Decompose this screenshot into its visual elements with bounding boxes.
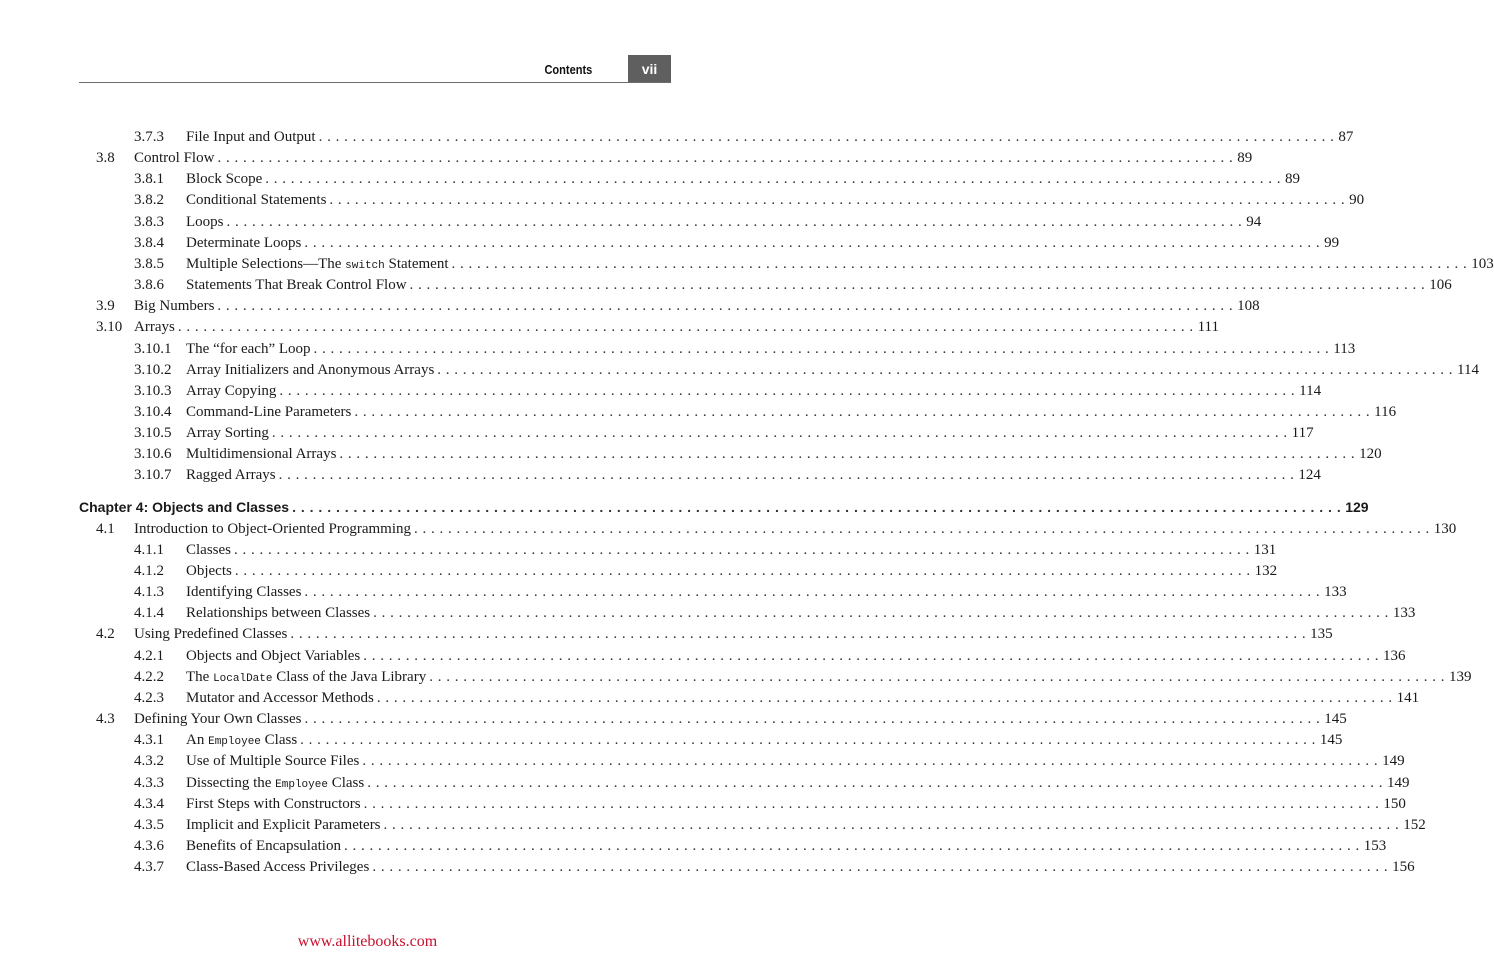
- toc-entry-number: 3.8.2: [134, 192, 164, 209]
- toc-entry-title: Objects and Object Variables: [186, 646, 363, 667]
- toc-page-number: 141: [1393, 688, 1420, 709]
- toc-entry[interactable]: [79, 603, 1416, 624]
- toc-leader-dots: . . . . . . . . . . . . . . . . . . . . . . . . . . . . . . . . . . . . . . . . . . . . . . . . . . . . . . . . . . . . . . . . . . . . . . . . . . . . . . . . . . . . . . . . . . . . . . . . . . . . . . . . . . . . . . . . . . . . . . . .: [318, 129, 1335, 145]
- toc-leader-dots: . . . . . . . . . . . . . . . . . . . . . . . . . . . . . . . . . . . . . . . . . . . . . . . . . . . . . . . . . . . . . . . . . . . . . . . . . . . . . . . . . . . . . . . . . . . . . . . . . . . . . . . . . . . . . . . . . . . . . . . .: [354, 403, 1371, 420]
- toc-page-number: 120: [1355, 444, 1382, 465]
- toc-leader-dots: . . . . . . . . . . . . . . . . . . . . . . . . . . . . . . . . . . . . . . . . . . . . . . . . . . . . . . . . . . . . . . . . . . . . . . . . . . . . . . . . . . . . . . . . . . . . . . . . . . . . . . . . . . . . . . . . . . . . . . . .: [226, 213, 1243, 230]
- toc-entry[interactable]: [79, 444, 1382, 465]
- toc-entry-title: Statements That Break Control Flow: [186, 275, 410, 296]
- toc-entry[interactable]: [79, 190, 1365, 211]
- toc-entry[interactable]: [79, 646, 1406, 667]
- toc-entry-title: Multidimensional Arrays: [186, 444, 339, 465]
- toc-page-number: 129: [1341, 497, 1368, 518]
- toc-leader-dots: . . . . . . . . . . . . . . . . . . . . . . . . . . . . . . . . . . . . . . . . . . . . . . . . . . . . . . . . . . . . . . . . . . . . . . . . . . . . . . . . . . . . . . . . . . . . . . . . . . . . . . . . . . . . . . . . . . . . . . . .: [363, 795, 1380, 812]
- toc-entry-number: 4.1.3: [134, 584, 164, 601]
- toc-entry[interactable]: [79, 836, 1387, 857]
- toc-leader-dots: . . . . . . . . . . . . . . . . . . . . . . . . . . . . . . . . . . . . . . . . . . . . . . . . . . . . . . . . . . . . . . . . . . . . . . . . . . . . . . . . . . . . . . . . . . . . . . . . . . . . . . . . . . . . . . . . . . . . . . . .: [362, 753, 1379, 770]
- toc-page-number: 90: [1345, 190, 1364, 211]
- toc-entry[interactable]: [79, 423, 1314, 444]
- toc-leader-dots: . . . . . . . . . . . . . . . . . . . . . . . . . . . . . . . . . . . . . . . . . . . . . . . . . . . . . . . . . . . . . . . . . . . . . . . . . . . . . . . . . . . . . . . . . . . . . . . . . . . . . . . . . . . . . . . . . . . . . . . .: [429, 668, 1445, 685]
- toc-entry-number: 4.3.2: [134, 753, 164, 770]
- toc-entry-title: Ragged Arrays: [186, 465, 279, 486]
- toc-entry-title: Chapter 4: Objects and Classes: [79, 497, 292, 518]
- toc-entry[interactable]: [79, 169, 1300, 190]
- toc-page-number: 133: [1389, 603, 1416, 624]
- toc-leader-dots: . . . . . . . . . . . . . . . . . . . . . . . . . . . . . . . . . . . . . . . . . . . . . . . . . . . . . . . . . . . . . . . . . . . . . . . . . . . . . . . . . . . . . . . . . . . . . . . . . . . . . . . . . . . . . . . . . . . . . . . .: [217, 298, 1234, 315]
- toc-page-number: 145: [1320, 709, 1347, 730]
- toc-entry-number: 4.1.4: [134, 605, 164, 622]
- toc-entry-title: Control Flow: [134, 148, 217, 169]
- toc-page-number: 130: [1430, 519, 1457, 540]
- toc-entry[interactable]: [79, 296, 1260, 317]
- toc-entry-number: 4.3.5: [134, 816, 164, 833]
- toc-leader-dots: . . . . . . . . . . . . . . . . . . . . . . . . . . . . . . . . . . . . . . . . . . . . . . . . . . . . . . . . . . . . . . . . . . . . . . . . . . . . . . . . . . . . . . . . . . . . . . . . . . . . . . . . . . . . . . . . . . . . . . . .: [451, 255, 1468, 272]
- toc-page-number: 150: [1379, 794, 1406, 815]
- header-rule: [79, 82, 671, 83]
- toc-entry-title: Relationships between Classes: [186, 603, 373, 624]
- toc-entry-title: Block Scope: [186, 169, 265, 190]
- toc-page-number: 114: [1295, 381, 1321, 402]
- toc-page-number: 108: [1233, 296, 1260, 317]
- toc-leader-dots: . . . . . . . . . . . . . . . . . . . . . . . . . . . . . . . . . . . . . . . . . . . . . . . . . . . . . . . . . . . . . . . . . . . . . . . . . . . . . . . . . . . . . . . . . . . . . . . . . . . . . . . . . . . . . . . . . . . . . . . .: [234, 541, 1250, 558]
- toc-entry[interactable]: [79, 709, 1347, 730]
- toc-entry-number: 3.8: [96, 150, 115, 167]
- toc-entry[interactable]: [79, 127, 1354, 148]
- toc-entry-title: Conditional Statements: [186, 190, 329, 211]
- toc-entry-title: Introduction to Object-Oriented Programming: [134, 519, 414, 540]
- toc-entry-number: 4.1.2: [134, 563, 164, 579]
- toc-entry-title: Array Copying: [186, 381, 279, 402]
- toc-page-number: 116: [1370, 402, 1396, 423]
- toc-page-number: 152: [1399, 815, 1426, 836]
- toc-entry-title: Determinate Loops: [186, 233, 304, 254]
- toc-entry-title: Multiple Selections—The switch Statement: [186, 254, 452, 277]
- toc-entry-number: 4.2.3: [134, 689, 164, 706]
- toc-page-number: 149: [1378, 751, 1405, 772]
- toc-leader-dots: . . . . . . . . . . . . . . . . . . . . . . . . . . . . . . . . . . . . . . . . . . . . . . . . . . . . . . . . . . . . . . . . . . . . . . . . . . . . . . . . . . . . . . . . . . . . . . . . . . . . . . . . . . . . . . . . . . . . . . . .: [373, 605, 1389, 622]
- toc-page-number: 111: [1194, 317, 1219, 338]
- toc-entry-number: 4.1.1: [134, 541, 164, 558]
- toc-leader-dots: . . . . . . . . . . . . . . . . . . . . . . . . . . . . . . . . . . . . . . . . . . . . . . . . . . . . . . . . . . . . . . . . . . . . . . . . . . . . . . . . . . . . . . . . . . . . . . . . . . . . . . . . . . . . . . . . . . . . . . . .: [271, 425, 1288, 442]
- toc-page-number: 99: [1320, 233, 1339, 254]
- toc-entry-title: Array Initializers and Anonymous Arrays: [186, 360, 437, 381]
- toc-entry-number: 4.2.1: [134, 647, 164, 664]
- toc-entry[interactable]: [79, 381, 1322, 402]
- toc-entry-title: File Input and Output: [186, 127, 319, 148]
- toc-page-number: 133: [1320, 582, 1347, 603]
- toc-entry-number: 4.3.3: [134, 774, 164, 791]
- toc-leader-dots: . . . . . . . . . . . . . . . . . . . . . . . . . . . . . . . . . . . . . . . . . . . . . . . . . . . . . . . . . . . . . . . . . . . . . . . . . . . . . . . . . . . . . . . . . . . . . . . . . . . . . . . . . . . . . . . . . . . . . . . .: [383, 816, 1400, 833]
- toc-entry[interactable]: [79, 465, 1321, 486]
- toc-entry-number: 4.3.7: [134, 859, 164, 876]
- toc-entry-number: 3.8.1: [134, 171, 164, 188]
- toc-entry[interactable]: [79, 751, 1405, 772]
- toc-entry[interactable]: [79, 773, 1410, 794]
- toc-entry[interactable]: [79, 688, 1420, 709]
- toc-leader-dots: . . . . . . . . . . . . . . . . . . . . . . . . . . . . . . . . . . . . . . . . . . . . . . . . . . . . . . . . . . . . . . . . . . . . . . . . . . . . . . . . . . . . . . . . . . . . . . . . . . . . . . . . . . . . . . . . . . . . . . . .: [363, 647, 1380, 664]
- toc-entry-title: Class-Based Access Privileges: [186, 857, 372, 878]
- toc-entry[interactable]: [79, 624, 1333, 645]
- toc-page-number: 103: [1467, 254, 1494, 275]
- toc-leader-dots: . . . . . . . . . . . . . . . . . . . . . . . . . . . . . . . . . . . . . . . . . . . . . . . . . . . . . . . . . . . . . . . . . . . . . . . . . . . . . . . . . . . . . . . . . . . . . . . . . . . . . . . . . . . . . . . . . . . . . . . .: [329, 192, 1346, 209]
- toc-entry-number: 4.2.2: [134, 668, 164, 685]
- toc-leader-dots: . . . . . . . . . . . . . . . . . . . . . . . . . . . . . . . . . . . . . . . . . . . . . . . . . . . . . . . . . . . . . . . . . . . . . . . . . . . . . . . . . . . . . . . . . . . . . . . . . . . . . . . . . . . . . . . . . . . . . . . .: [304, 584, 1321, 601]
- toc-page-number: 156: [1388, 857, 1415, 878]
- toc-page-number: 132: [1251, 561, 1278, 582]
- toc-page-number: 87: [1334, 127, 1353, 148]
- toc-leader-dots: . . . . . . . . . . . . . . . . . . . . . . . . . . . . . . . . . . . . . . . . . . . . . . . . . . . . . . . . . . . . . . . . . . . . . . . . . . . . . . . . . . . . . . . . . . . . . . . . . . . . . . . . . . . . . . . . . . . . . . . .: [290, 626, 1307, 643]
- toc-entry-title: The “for each” Loop: [186, 339, 314, 360]
- toc-entry[interactable]: [79, 857, 1415, 878]
- toc-leader-dots: . . . . . . . . . . . . . . . . . . . . . . . . . . . . . . . . . . . . . . . . . . . . . . . . . . . . . . . . . . . . . . . . . . . . . . . . . . . . . . . . . . . . . . . . . . . . . . . . . . . . . . . . . . . . . . . . . . . . . . . .: [313, 340, 1330, 357]
- toc-entry-number: 3.10.3: [134, 382, 172, 399]
- toc-entry-number: 3.10.1: [134, 340, 172, 357]
- toc-page-number: 94: [1242, 212, 1261, 233]
- toc-leader-dots: . . . . . . . . . . . . . . . . . . . . . . . . . . . . . . . . . . . . . . . . . . . . . . . . . . . . . . . . . . . . . . . . . . . . . . . . . . . . . . . . . . . . . . . . . . . . . . . . . . . . . . . . . . . . . . . . . . . . . . . .: [339, 446, 1356, 463]
- toc-entry[interactable]: [79, 540, 1277, 561]
- toc-leader-dots: . . . . . . . . . . . . . . . . . . . . . . . . . . . . . . . . . . . . . . . . . . . . . . . . . . . . . . . . . . . . . . . . . . . . . . . . . . . . . . . . . . . . . . . . . . . . . . . . . . . . . . . . . . . . . . . . . . . . . . . .: [367, 774, 1383, 791]
- toc-entry-number: 3.10.2: [134, 361, 172, 378]
- toc-leader-dots: . . . . . . . . . . . . . . . . . . . . . . . . . . . . . . . . . . . . . . . . . . . . . . . . . . . . . . . . . . . . . . . . . . . . . . . . . . . . . . . . . . . . . . . . . . . . . . . . . . . . . . . . . . . . . . . . . . . . . . . .: [234, 563, 1251, 579]
- toc-entry-title: Benefits of Encapsulation: [186, 836, 344, 857]
- toc-chapter-entry[interactable]: [79, 497, 1369, 518]
- toc-entry-title: Loops: [186, 212, 227, 233]
- toc-entry[interactable]: [79, 815, 1426, 836]
- toc-entry-number: 3.7.3: [134, 129, 164, 145]
- toc-page-number: 139: [1445, 667, 1472, 688]
- toc-entry-number: 4.1: [96, 520, 115, 537]
- toc-entry-title: The LocalDate Class of the Java Library: [186, 667, 429, 690]
- toc-page-number: 113: [1329, 339, 1355, 360]
- toc-entry[interactable]: [79, 582, 1347, 603]
- toc-entry-number: 3.8.6: [134, 277, 164, 294]
- toc-entry-title: Using Predefined Classes: [134, 624, 290, 645]
- toc-entry-number: 3.8.4: [134, 234, 164, 251]
- toc-page-number: 89: [1281, 169, 1300, 190]
- toc-entry-number: 3.10.4: [134, 403, 172, 420]
- toc-entry-title: Mutator and Accessor Methods: [186, 688, 377, 709]
- header-title: Contents: [544, 62, 592, 77]
- toc-entry-number: 3.9: [96, 298, 115, 315]
- running-header: [79, 55, 671, 83]
- toc-entry-number: 3.10.6: [134, 446, 172, 463]
- toc-page-number: 114: [1453, 360, 1479, 381]
- toc-page-number: 149: [1383, 773, 1410, 794]
- toc-entry-number: 4.2: [96, 626, 115, 643]
- toc-entry[interactable]: [79, 794, 1406, 815]
- toc-entry-title: An Employee Class: [186, 730, 300, 753]
- toc-page-number: 136: [1379, 646, 1406, 667]
- toc-entry-number: 4.3: [96, 711, 115, 728]
- toc-entry-number: 3.8.3: [134, 213, 164, 230]
- toc-leader-dots: . . . . . . . . . . . . . . . . . . . . . . . . . . . . . . . . . . . . . . . . . . . . . . . . . . . . . . . . . . . . . . . . . . . . . . . . . . . . . . . . . . . . . . . . . . . . . . . . . . . . . . . . . . . . . . . . . . . . . . . .: [372, 859, 1389, 876]
- footer-url[interactable]: www.allitebooks.com: [297, 933, 438, 950]
- toc-entry-title: Arrays: [134, 317, 178, 338]
- toc-entry-title: Big Numbers: [134, 296, 217, 317]
- toc-entry[interactable]: [79, 667, 1472, 688]
- toc-leader-dots: . . . . . . . . . . . . . . . . . . . . . . . . . . . . . . . . . . . . . . . . . . . . . . . . . . . . . . . . . . . . . . . . . . . . . . . . . . . . . . . . . . . . . . . . . . . . . . . . . . . . . . . . . . . . . . . . . . . . . . . .: [300, 732, 1316, 749]
- toc-leader-dots: . . . . . . . . . . . . . . . . . . . . . . . . . . . . . . . . . . . . . . . . . . . . . . . . . . . . . . . . . . . . . . . . . . . . . . . . . . . . . . . . . . . . . . . . . . . . . . . . . . . . . . . . . . . . . . . . . . . . . . . .: [278, 467, 1295, 484]
- toc-entry-title: Defining Your Own Classes: [134, 709, 305, 730]
- toc-page-number: 117: [1288, 423, 1314, 444]
- toc-page-number: 124: [1294, 465, 1321, 486]
- toc-entry[interactable]: [79, 519, 1457, 540]
- toc-entry-title: Implicit and Explicit Parameters: [186, 815, 384, 836]
- toc-page-number: 145: [1316, 730, 1343, 751]
- toc-entry[interactable]: [79, 254, 1494, 275]
- toc-leader-dots: . . . . . . . . . . . . . . . . . . . . . . . . . . . . . . . . . . . . . . . . . . . . . . . . . . . . . . . . . . . . . . . . . . . . . . . . . . . . . . . . . . . . . . . . . . . . . . . . . . . . . . . . . . . . . . . . . . . . . . . .: [279, 382, 1296, 399]
- toc-page-number: 153: [1360, 836, 1387, 857]
- toc-entry-title: Array Sorting: [186, 423, 272, 444]
- toc-page-number: 131: [1250, 540, 1277, 561]
- toc-entry-number: 3.10.5: [134, 425, 172, 442]
- toc-entry-title: Command-Line Parameters: [186, 402, 354, 423]
- toc-entry[interactable]: [79, 561, 1278, 582]
- toc-entry-title: First Steps with Constructors: [186, 794, 364, 815]
- toc-entry-title: Dissecting the Employee Class: [186, 773, 367, 796]
- toc-entry[interactable]: [79, 317, 1219, 338]
- toc-leader-dots: . . . . . . . . . . . . . . . . . . . . . . . . . . . . . . . . . . . . . . . . . . . . . . . . . . . . . . . . . . . . . . . . . . . . . . . . . . . . . . . . . . . . . . . . . . . . . . . . . . . . . . . . . . . . . . . . . . . . . . . .: [437, 361, 1454, 378]
- toc-entry-title: Identifying Classes: [186, 582, 304, 603]
- toc-entry[interactable]: [79, 233, 1340, 254]
- toc-leader-dots: . . . . . . . . . . . . . . . . . . . . . . . . . . . . . . . . . . . . . . . . . . . . . . . . . . . . . . . . . . . . . . . . . . . . . . . . . . . . . . . . . . . . . . . . . . . . . . . . . . . . . . . . . . . . . . . . . . . . . . . .: [376, 689, 1393, 706]
- page-number-badge: vii: [628, 55, 671, 83]
- toc-leader-dots: . . . . . . . . . . . . . . . . . . . . . . . . . . . . . . . . . . . . . . . . . . . . . . . . . . . . . . . . . . . . . . . . . . . . . . . . . . . . . . . . . . . . . . . . . . . . . . . . . . . . . . . . . . . . . . . . . . . . . . . .: [304, 711, 1321, 728]
- toc-entry[interactable]: [79, 339, 1356, 360]
- toc-entry-number: 4.3.6: [134, 837, 164, 854]
- toc-leader-dots: . . . . . . . . . . . . . . . . . . . . . . . . . . . . . . . . . . . . . . . . . . . . . . . . . . . . . . . . . . . . . . . . . . . . . . . . . . . . . . . . . . . . . . . . . . . . . . . . . . . . . . . . . . . . . . . . . . . . . . . .: [409, 277, 1426, 294]
- toc-entry[interactable]: [79, 402, 1397, 423]
- toc-entry-title: Use of Multiple Source Files: [186, 751, 362, 772]
- toc-entry-number: 3.10: [96, 319, 123, 336]
- toc-leader-dots: . . . . . . . . . . . . . . . . . . . . . . . . . . . . . . . . . . . . . . . . . . . . . . . . . . . . . . . . . . . . . . . . . . . . . . . . . . . . . . . . . . . . . . . . . . . . . . . . . . . . . . . . . . . . . . . . . . . . . . . .: [304, 234, 1321, 251]
- toc-entry[interactable]: [79, 360, 1479, 381]
- toc-entry-number: 4.3.4: [134, 795, 164, 812]
- toc-entry[interactable]: [79, 275, 1452, 296]
- toc-entry-title: Classes: [186, 540, 234, 561]
- toc-entry[interactable]: [79, 148, 1253, 169]
- toc-leader-dots: . . . . . . . . . . . . . . . . . . . . . . . . . . . . . . . . . . . . . . . . . . . . . . . . . . . . . . . . . . . . . . . . . . . . . . . . . . . . . . . . . . . . . . . . . . . . . . . . . . . . . . . . . . . . . . . . . . . . . . . .: [177, 319, 1194, 336]
- toc-entry-number: 4.3.1: [134, 732, 164, 749]
- toc-entry-number: 3.8.5: [134, 255, 164, 272]
- toc-page-number: 89: [1233, 148, 1252, 169]
- toc-page-number: 106: [1425, 275, 1452, 296]
- toc-entry-title: Objects: [186, 561, 235, 582]
- toc-leader-dots: . . . . . . . . . . . . . . . . . . . . . . . . . . . . . . . . . . . . . . . . . . . . . . . . . . . . . . . . . . . . . . . . . . . . . . . . . . . . . . . . . . . . . . . . . . . . . . . . . . . . . . . . . . . . . . . . . . . . . . . .: [414, 520, 1430, 537]
- toc-entry[interactable]: [79, 730, 1343, 751]
- toc-leader-dots: . . . . . . . . . . . . . . . . . . . . . . . . . . . . . . . . . . . . . . . . . . . . . . . . . . . . . . . . . . . . . . . . . . . . . . . . . . . . . . . . . . . . . . . . . . . . . . . . . . . . . . . . . . . . . . . . . . . . . . . .: [292, 498, 1342, 515]
- toc-leader-dots: . . . . . . . . . . . . . . . . . . . . . . . . . . . . . . . . . . . . . . . . . . . . . . . . . . . . . . . . . . . . . . . . . . . . . . . . . . . . . . . . . . . . . . . . . . . . . . . . . . . . . . . . . . . . . . . . . . . . . . . .: [217, 150, 1234, 167]
- toc-entry-number: 3.10.7: [134, 467, 172, 484]
- toc-leader-dots: . . . . . . . . . . . . . . . . . . . . . . . . . . . . . . . . . . . . . . . . . . . . . . . . . . . . . . . . . . . . . . . . . . . . . . . . . . . . . . . . . . . . . . . . . . . . . . . . . . . . . . . . . . . . . . . . . . . . . . . .: [343, 837, 1360, 854]
- toc-leader-dots: . . . . . . . . . . . . . . . . . . . . . . . . . . . . . . . . . . . . . . . . . . . . . . . . . . . . . . . . . . . . . . . . . . . . . . . . . . . . . . . . . . . . . . . . . . . . . . . . . . . . . . . . . . . . . . . . . . . . . . . .: [265, 171, 1281, 188]
- toc-entry[interactable]: [79, 212, 1262, 233]
- toc-page-number: 135: [1306, 624, 1333, 645]
